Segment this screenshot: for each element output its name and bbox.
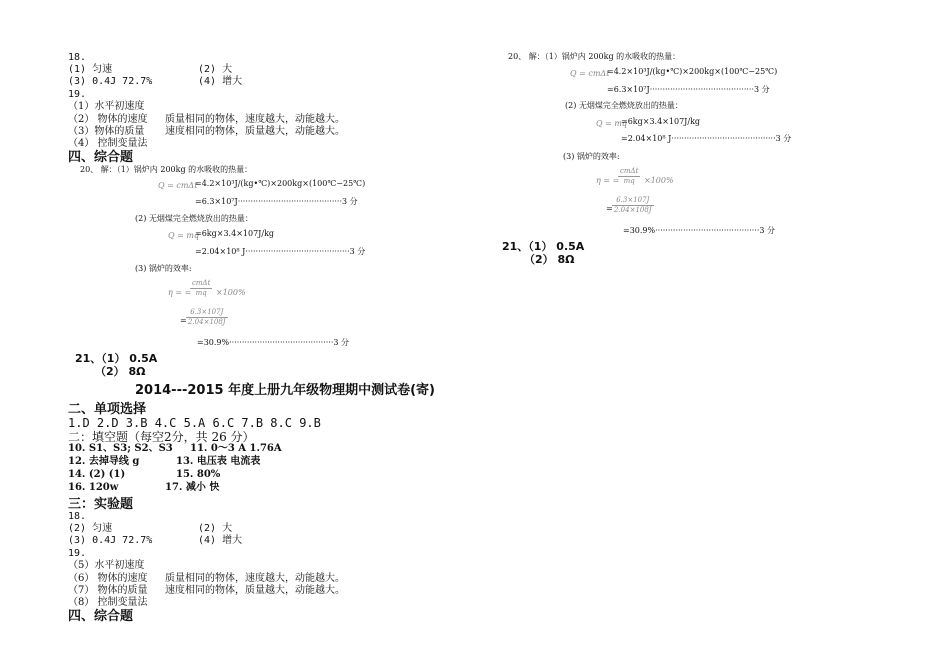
fill-answer-10: 10. S1、S3; S2、S3 <box>68 443 173 454</box>
q19-answer-2-label: （2） 物体的速度 <box>68 114 148 125</box>
q21-answer-1: 21、（1） 0.5A <box>75 352 158 365</box>
section-4-heading: 四、综合题 <box>68 150 134 165</box>
r-q20-calc-2: =6kg×3.4×107J/kg <box>621 117 701 126</box>
r-fraction-2-denominator: 2.04×108J <box>614 206 652 214</box>
q19-answer-3-text: 速度相同的物体，质量越大，动能越大。 <box>165 126 345 137</box>
b19-answer-2-text: 质量相同的物体，速度越大，动能越大。 <box>165 573 345 584</box>
r-q20-equals: = <box>606 204 613 213</box>
b19-answer-4: （8） 控制变量法 <box>68 597 148 608</box>
q18-number: 18. <box>68 52 87 63</box>
b18-number: 18. <box>68 511 87 522</box>
q20-eta: η = = <box>168 288 192 297</box>
q19-answer-2-text: 质量相同的物体，速度越大，动能越大。 <box>165 114 345 125</box>
r-q21-answer-1: 21、（1） 0.5A <box>502 240 585 253</box>
q20-result-1: =6.3×10⁷J·········································3 分 <box>195 197 358 206</box>
r-q20-result-2: =2.04×10⁸ J·········································3 分 <box>621 134 792 143</box>
fill-blank-heading: 二：填空题（每空2分，共 26 分） <box>68 430 255 444</box>
r-q20-formula-1: Q = cmΔt <box>570 69 610 78</box>
multiple-choice-answers: 1.D 2.D 3.B 4.C 5.A 6.C 7.B 8.C 9.B <box>68 416 321 430</box>
q19-answer-1: （1）水平初速度 <box>68 101 145 112</box>
q20-formula-2: Q = mq <box>168 231 200 240</box>
q20-fraction-1 <box>190 279 212 298</box>
q20-part-3: (3) 锅炉的效率: <box>135 264 192 273</box>
r-fraction-1-numerator: cmΔt <box>620 167 639 175</box>
q21-answer-2: （2） 8Ω <box>95 365 146 378</box>
q19-number: 19. <box>68 89 87 100</box>
q20-calc-1: =4.2×10³J/(kg•℃)×200kg×(100℃−25℃) <box>195 179 366 188</box>
r-fraction-2-numerator: 6.3×107J <box>612 196 654 206</box>
r-q20-result-3: =30.9%·········································3 分 <box>623 226 776 235</box>
b19-answer-2-label: （6） 物体的速度 <box>68 573 148 584</box>
q20-formula-1: Q = cmΔt <box>158 181 198 190</box>
section-4b-heading: 四、综合题 <box>68 609 134 624</box>
q18-answer-1: (1) 匀速 <box>68 64 113 75</box>
q20-equals: = <box>180 316 187 325</box>
q20-calc-2: =6kg×3.4×107J/kg <box>195 229 275 238</box>
q20-result-3: =30.9%·········································3 分 <box>197 338 350 347</box>
fill-answer-11: 11. 0～3 A 1.76A <box>190 443 282 454</box>
fill-answer-14: 14. (2) (1) <box>68 469 126 480</box>
q20-part-2: (2) 无烟煤完全燃烧放出的热量： <box>135 214 253 223</box>
q20-percent: ×100% <box>216 288 246 297</box>
fraction-1-numerator: cmΔt <box>192 279 211 287</box>
q18-answer-3: (3) 0.4J 72.7% <box>68 76 153 87</box>
b18-answer-1: (2) 匀速 <box>68 523 113 534</box>
r-q20-eta: η = = <box>596 176 620 185</box>
b19-answer-3-label: （7） 物体的质量 <box>68 585 148 596</box>
fraction-2-denominator: 2.04×108J <box>188 318 226 326</box>
r-q20-part-2: (2) 无烟煤完全燃烧放出的热量： <box>565 101 683 110</box>
b19-answer-1: （5）水平初速度 <box>68 560 145 571</box>
section-3-heading: 三：实验题 <box>68 497 134 512</box>
q19-answer-4: （4） 控制变量法 <box>68 138 148 149</box>
fill-answer-17: 17. 减小 快 <box>165 482 220 493</box>
r-q20-fraction-2 <box>612 196 654 215</box>
r-q21-answer-2: （2） 8Ω <box>524 253 575 266</box>
q18-answer-4: (4) 增大 <box>198 76 243 87</box>
b18-answer-2: (2) 大 <box>198 523 233 534</box>
section-2-heading: 二、单项选择 <box>68 402 147 417</box>
q19-answer-3-label: （3）物体的质量 <box>68 126 145 137</box>
r-q20-calc-1: =4.2×10³J/(kg•℃)×200kg×(100℃−25℃) <box>607 67 778 76</box>
q18-answer-2: (2) 大 <box>198 64 233 75</box>
exam-title: 2014---2015 年度上册九年级物理期中测试卷(寄) <box>135 383 435 398</box>
fill-answer-13: 13. 电压表 电流表 <box>176 456 261 467</box>
fill-answer-15: 15. 80% <box>176 469 221 480</box>
fraction-2-numerator: 6.3×107J <box>186 308 228 318</box>
r-q20-result-1: =6.3×10⁷J·········································3 分 <box>607 85 770 94</box>
fill-answer-16: 16. 120w <box>68 482 119 493</box>
q20-result-2: =2.04×10⁸ J·········································3 分 <box>195 247 366 256</box>
r-q20-formula-2: Q = mq <box>596 119 628 128</box>
b18-answer-3: (3) 0.4J 72.7% <box>68 535 153 546</box>
q20-title: 20、 解：（1）锅炉内 200kg 的水吸收的热量： <box>80 165 253 174</box>
b18-answer-4: (4) 增大 <box>198 535 243 546</box>
r-q20-title: 20、 解：（1）锅炉内 200kg 的水吸收的热量： <box>508 52 681 61</box>
r-q20-fraction-1 <box>618 167 640 186</box>
fill-answer-12: 12. 去掉导线 g <box>68 456 140 467</box>
b19-number: 19. <box>68 548 87 559</box>
b19-answer-3-text: 速度相同的物体，质量越大，动能越大。 <box>165 585 345 596</box>
q20-fraction-2 <box>186 308 228 327</box>
r-fraction-1-denominator: mq <box>623 177 635 185</box>
r-q20-part-3: (3) 锅炉的效率: <box>563 152 620 161</box>
r-q20-percent: ×100% <box>644 176 674 185</box>
fraction-1-denominator: mq <box>195 289 207 297</box>
